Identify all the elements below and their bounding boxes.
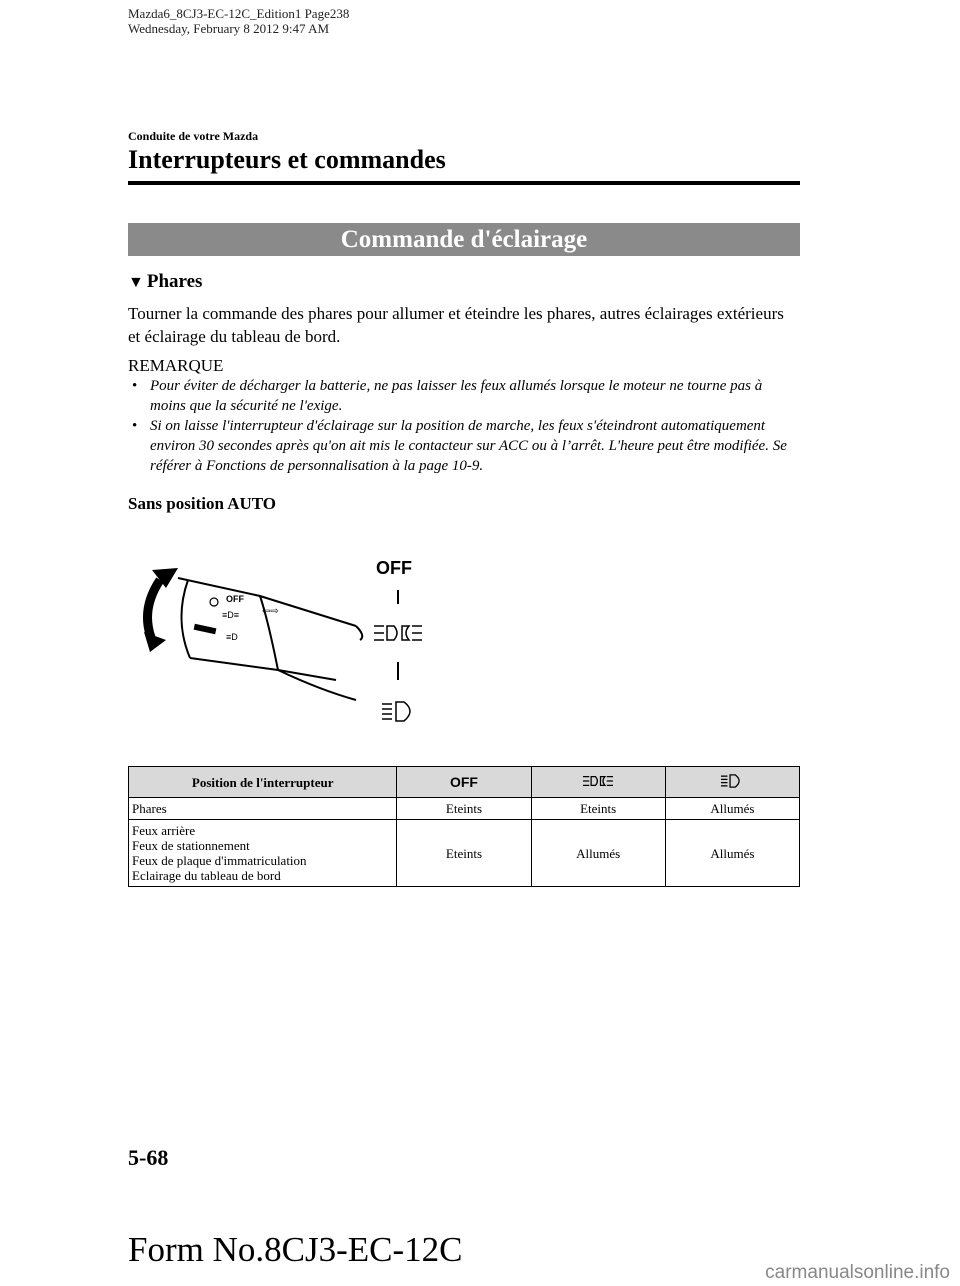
table-header-row [129,767,800,798]
headlight-switch-illustration [130,540,450,740]
table-cell: Allumés [665,798,799,820]
note-title: REMARQUE [128,356,224,375]
chapter-rule [128,181,800,185]
table-cell: Eteints [397,820,531,887]
parking-lights-icon [374,626,422,640]
table-cell: Eteints [531,798,665,820]
table-header-cell [665,767,799,798]
table-row [129,820,800,887]
print-header-line-1: Mazda6_8CJ3-EC-12C_Edition1 Page238 [128,6,350,21]
rotation-arrow-icon [148,580,161,640]
table-row-label: Phares [129,798,397,820]
stalk-off-label: OFF [226,594,244,604]
note-item [128,416,800,476]
print-header-line-2: Wednesday, February 8 2012 9:47 AM [128,21,330,36]
bullet-icon: • [132,418,138,434]
figure-caption: Sans position AUTO [128,494,277,513]
table-row [129,798,800,820]
table-cell: Allumés [531,820,665,887]
off-position-label: OFF [376,558,412,578]
note-list [128,376,800,476]
table-header-cell [531,767,665,798]
headlight-icon [382,702,410,721]
note-item-text: Si on laisse l'interrupteur d'éclairage sur la position de marche, les feux s'éteindront automatiquement environ 30 secondes après qu'on ait mis le contacteur sur ACC ou à l’arrêt. L'heure peut être modifiée. Se référer à Fonctions de personnalisation à la page 10-9. [150,418,787,474]
subheading-text: Phares [146,271,203,292]
rotation-arrow-head-bottom [144,632,166,652]
svg-text:⇦⇨: ⇦⇨ [262,606,279,617]
form-number: Form No.8CJ3-EC-12C [128,1230,463,1269]
svg-text:≡D: ≡D [226,632,238,642]
section-label: Conduite de votre Mazda [128,129,259,143]
triangle-marker-icon: ▼ [128,274,144,291]
switch-position-table [128,766,800,887]
auto-symbol-icon [210,598,218,606]
body-paragraph: Tourner la commande des phares pour allumer et éteindre les phares, autres éclairages extérieurs et éclairage du tableau de bord. [128,304,784,346]
section-banner: Commande d'éclairage [128,223,800,256]
headlight-icon [721,774,743,788]
bullet-icon: • [132,378,138,394]
table-header-cell: Position de l'interrupteur [129,767,397,798]
page-number: 5-68 [128,1145,169,1170]
chapter-title: Interrupteurs et commandes [128,145,446,174]
table-row-label: Feux arrière Feux de stationnement Feux de plaque d'immatriculation Eclairage du tableau de bord [129,820,397,887]
parking-lights-icon [583,774,613,788]
svg-text:≡D≡: ≡D≡ [222,610,240,620]
table-cell: Eteints [397,798,531,820]
watermark: carmanualsonline.info [765,1262,950,1283]
table-header-cell: OFF [397,767,531,798]
table-cell: Allumés [665,820,799,887]
subheading [128,270,202,295]
note-item [128,376,800,416]
note-item-text: Pour éviter de décharger la batterie, ne pas laisser les feux allumés lorsque le moteur ne tourne pas à moins que la sécurité ne l'exige. [150,378,763,414]
